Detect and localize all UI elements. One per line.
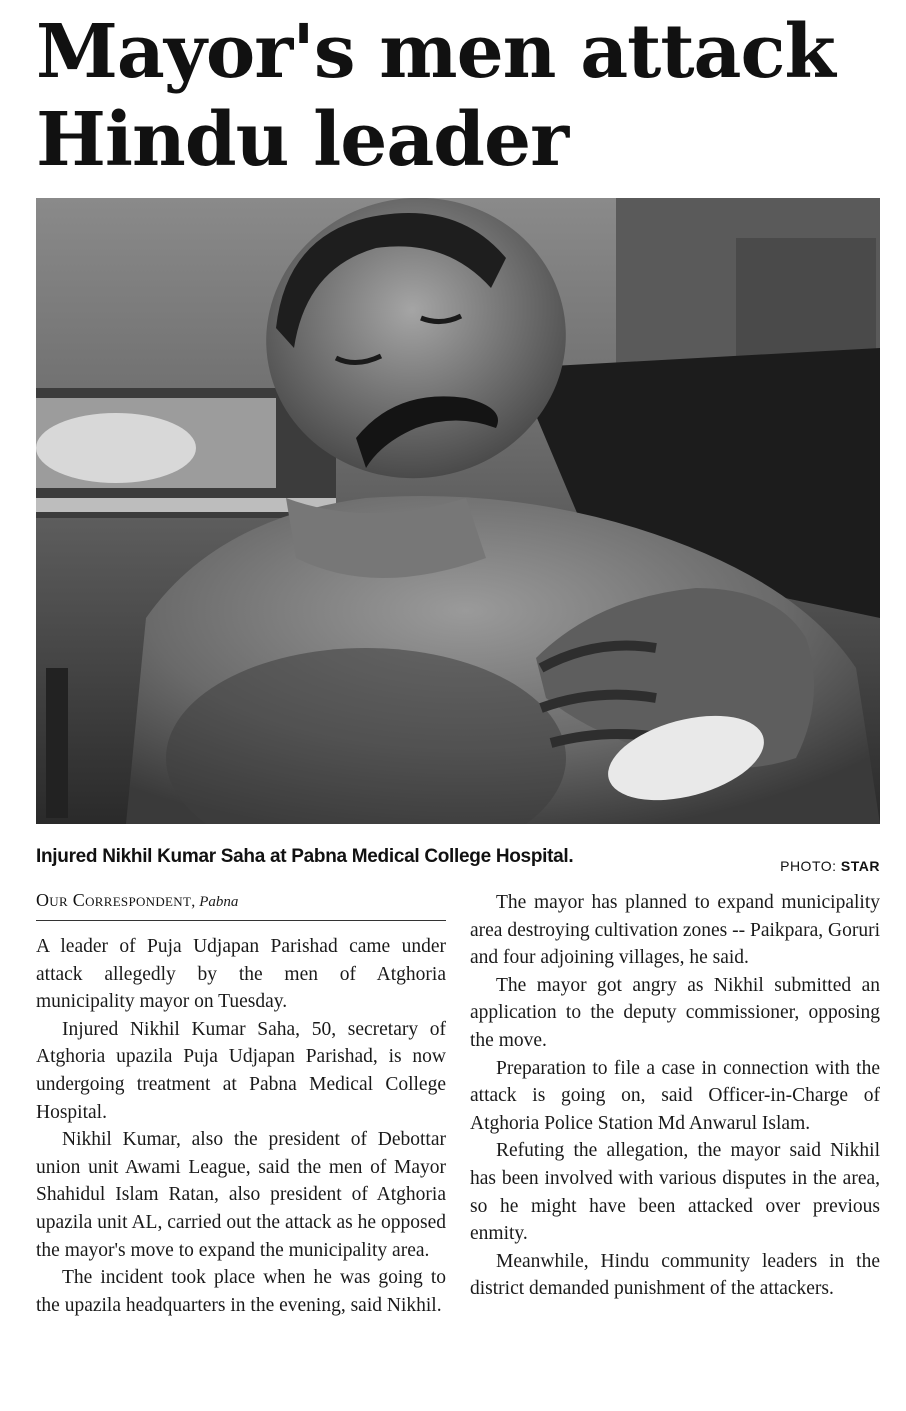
news-photo xyxy=(36,198,880,824)
photo-credit-prefix: PHOTO: xyxy=(780,858,837,874)
photo-credit xyxy=(780,858,880,874)
article-paragraph: Refuting the allegation, the mayor said Nikhil has been involved with various disputes in the area, so he might have been attacked over previous enmity. xyxy=(470,1140,880,1245)
headline xyxy=(36,8,876,184)
article-paragraph: Nikhil Kumar, also the president of Debottar union unit Awami League, said the men of Mayor Shahidul Islam Ratan, also president of Atghoria upazila unit AL, carried out the attack as he opposed the mayor's move to expand the municipality area. xyxy=(36,1129,446,1261)
article-paragraph: Injured Nikhil Kumar Saha, 50, secretary of Atghoria upazila Puja Udjapan Parishad, is now undergoing treatment at Pabna Medical College Hospital. xyxy=(36,1018,446,1123)
byline-separator: , xyxy=(191,893,200,910)
article-column-right xyxy=(470,889,880,1303)
caption-text: Injured Nikhil Kumar Saha at Pabna Medical College Hospital. xyxy=(36,846,574,867)
photo-caption xyxy=(36,846,880,874)
article-paragraph: Preparation to file a case in connection with the attack is going on, said Officer-in-Charge of Atghoria Police Station Md Anwarul Islam. xyxy=(470,1057,880,1134)
byline xyxy=(36,890,446,921)
photo-credit-name: STAR xyxy=(840,858,880,874)
byline-place: Pabna xyxy=(199,894,239,910)
injured-man-photo-icon xyxy=(36,198,880,824)
article-paragraph: The mayor has planned to expand municipality area destroying cultivation zones -- Paikpara, Goruri and four adjoining villages, he said. xyxy=(470,892,880,969)
article-paragraph: Meanwhile, Hindu community leaders in the district demanded punishment of the attackers. xyxy=(470,1250,880,1300)
headline-line-1: Mayor's men attack xyxy=(36,9,835,95)
article-paragraph: The mayor got angry as Nikhil submitted an application to the deputy commissioner, opposing the move. xyxy=(470,974,880,1051)
article-column-left xyxy=(36,933,446,1319)
article-paragraph: A leader of Puja Udjapan Parishad came under attack allegedly by the men of Atghoria municipality mayor on Tuesday. xyxy=(36,936,446,1013)
article-paragraph: The incident took place when he was going to the upazila headquarters in the evening, said Nikhil. xyxy=(36,1267,446,1316)
byline-name: Our Correspondent xyxy=(36,890,192,910)
headline-line-2: Hindu leader xyxy=(36,97,569,183)
